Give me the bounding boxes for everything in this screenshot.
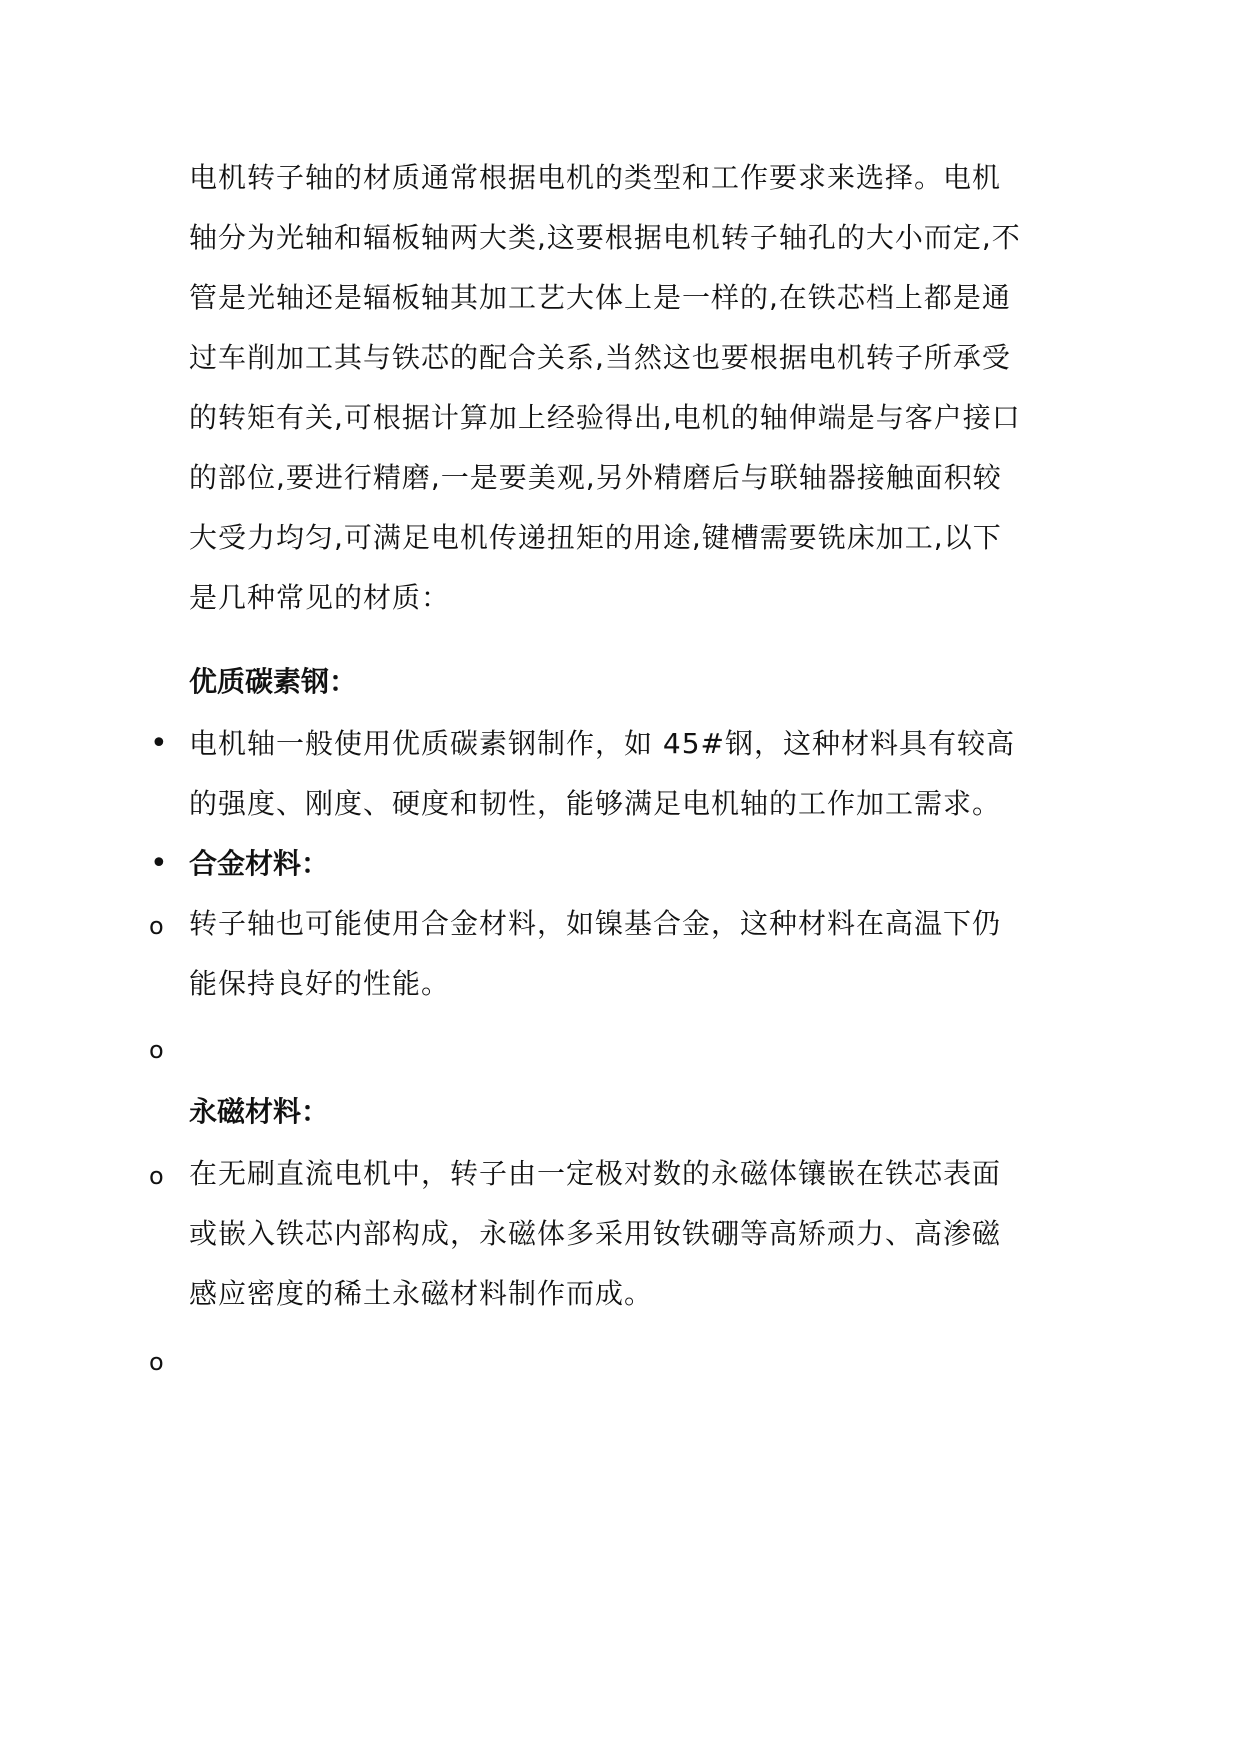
circle-marker-empty: o: [149, 1348, 164, 1376]
intro-line-3: 管是光轴还是辐板轴其加工艺大体上是一样的,在铁芯档上都是通: [189, 281, 1011, 314]
bullet-marker: •: [150, 726, 168, 761]
heading-alloy: 合金材料：: [189, 847, 330, 880]
permanent-magnet-line-1: 在无刷直流电机中，转子由一定极对数的永磁体镶嵌在铁芯表面: [189, 1157, 1002, 1190]
heading-carbon-steel: 优质碳素钢：: [189, 665, 358, 698]
intro-line-8: 是几种常见的材质：: [189, 581, 451, 614]
carbon-steel-line-1: 电机轴一般使用优质碳素钢制作，如 45#钢，这种材料具有较高: [189, 727, 1015, 760]
alloy-line-2: 能保持良好的性能。: [189, 967, 451, 1000]
alloy-line-1: 转子轴也可能使用合金材料，如镍基合金，这种材料在高温下仍: [189, 907, 1002, 940]
bullet-marker: •: [150, 846, 168, 881]
permanent-magnet-line-2: 或嵌入铁芯内部构成，永磁体多采用钕铁硼等高矫顽力、高渗磁: [189, 1217, 1002, 1250]
heading-permanent-magnet: 永磁材料：: [189, 1095, 330, 1128]
intro-line-2: 轴分为光轴和辐板轴两大类,这要根据电机转子轴孔的大小而定,不: [189, 221, 1021, 254]
circle-marker: o: [149, 1162, 164, 1190]
carbon-steel-line-2: 的强度、刚度、硬度和韧性，能够满足电机轴的工作加工需求。: [189, 787, 1002, 820]
permanent-magnet-line-3: 感应密度的稀土永磁材料制作而成。: [189, 1277, 654, 1310]
intro-line-6: 的部位,要进行精磨,一是要美观,另外精磨后与联轴器接触面积较: [189, 461, 1002, 494]
intro-line-1: 电机转子轴的材质通常根据电机的类型和工作要求来选择。电机: [189, 161, 1002, 194]
intro-line-7: 大受力均匀,可满足电机传递扭矩的用途,键槽需要铣床加工,以下: [189, 521, 1002, 554]
circle-marker-empty: o: [149, 1036, 164, 1064]
intro-line-4: 过车削加工其与铁芯的配合关系,当然这也要根据电机转子所承受: [189, 341, 1011, 374]
circle-marker: o: [149, 912, 164, 940]
intro-line-5: 的转矩有关,可根据计算加上经验得出,电机的轴伸端是与客户接口: [189, 401, 1021, 434]
